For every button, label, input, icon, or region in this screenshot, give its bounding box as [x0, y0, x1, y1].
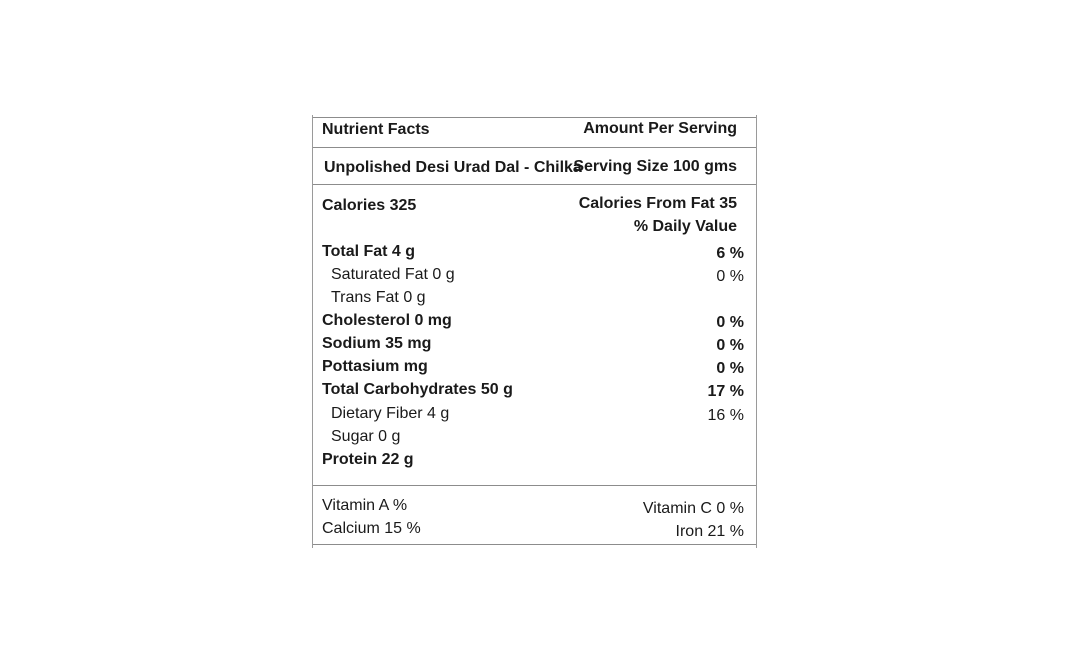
nutrient-dv-sodium: 0 %	[716, 337, 744, 354]
nutrient-dv-cholesterol: 0 %	[716, 314, 744, 331]
top-divider	[313, 117, 756, 118]
nutrient-dv-saturated-fat: 0 %	[716, 268, 744, 285]
nutrient-name-saturated-fat: Saturated Fat 0 g	[331, 266, 455, 283]
nutrient-name-sodium: Sodium 35 mg	[322, 335, 432, 352]
serving-size: Serving Size 100 gms	[573, 158, 737, 175]
header-divider	[313, 147, 756, 148]
nutrient-dv-dietary-fiber: 16 %	[707, 407, 744, 424]
nutrient-facts-title: Nutrient Facts	[322, 121, 430, 138]
product-divider	[313, 184, 756, 185]
daily-value-heading: % Daily Value	[633, 218, 737, 235]
vitamin-c: Vitamin C 0 %	[642, 500, 744, 517]
nutrient-name-protein: Protein 22 g	[322, 451, 414, 468]
calories-total: Calories 325	[322, 197, 417, 214]
nutrition-facts-label	[312, 115, 757, 548]
amount-per-serving-heading: Amount Per Serving	[583, 120, 737, 137]
bottom-divider	[313, 544, 756, 545]
iron: Iron 21 %	[675, 523, 744, 540]
nutrient-name-pottasium: Pottasium mg	[322, 358, 428, 375]
nutrient-name-sugar: Sugar 0 g	[331, 428, 401, 445]
nutrient-name-cholesterol: Cholesterol 0 mg	[322, 312, 452, 329]
calcium: Calcium 15 %	[322, 520, 421, 537]
nutrient-dv-total-carbohydrates: 17 %	[707, 383, 744, 400]
vitamin-a: Vitamin A %	[322, 497, 408, 514]
nutrient-name-total-fat: Total Fat 4 g	[322, 243, 416, 260]
product-name: Unpolished Desi Urad Dal - Chilka	[324, 159, 582, 176]
vitamins-divider	[313, 485, 756, 486]
nutrient-name-total-carbohydrates: Total Carbohydrates 50 g	[322, 381, 513, 398]
nutrient-dv-pottasium: 0 %	[716, 360, 744, 377]
calories-from-fat: Calories From Fat 35	[578, 195, 737, 212]
nutrient-name-trans-fat: Trans Fat 0 g	[331, 289, 426, 306]
nutrient-name-dietary-fiber: Dietary Fiber 4 g	[331, 405, 450, 422]
nutrient-dv-total-fat: 6 %	[716, 245, 744, 262]
